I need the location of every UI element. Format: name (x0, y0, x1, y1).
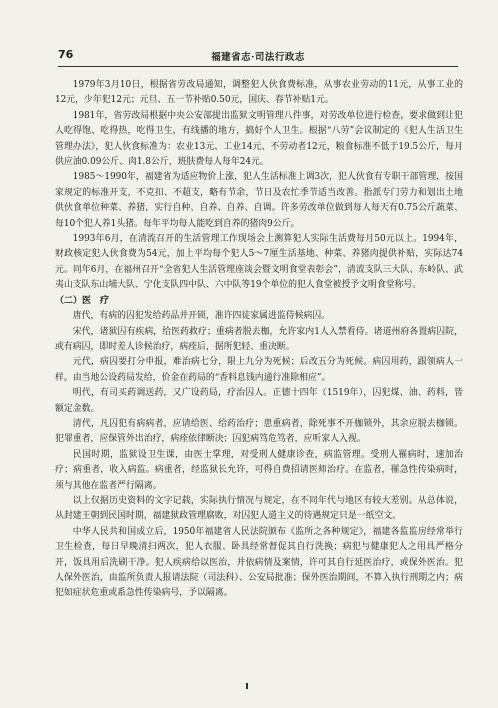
running-title: 福建省志·司法行政志 (211, 52, 305, 63)
paragraph: 1985～1990年，福建省为适应物价上涨，犯人生活标准上调3次，犯人伙食有专职干部管理，按国家规定的标准开支，不克扣、不超支，略有节余，节日及农忙季节适当改善。指派专门劳力和划出土地供伙食单位种菜、养猪，实行自种、自养、自养、自调。许多劳改单位做到每人每天有0.75公斤蔬菜、每10个犯人养1头猪。每年平均每人能吃到自养的猪肉9公斤。 (55, 172, 463, 229)
paragraph: 1993年6月，在清流召开的生活管理工作现场会上测算犯人实际生活费每月50元以上。1994年，财政核定犯人伙食费为54元，加上平均每个犯人5～7厘生活基地、种菜、养猪肉提供补贴，实际达74元。同年6月，在福州召开“全省犯人生活管理座谈会暨文明食堂表彰会”，清流支队三大队、东岭队、武夷山支队东山埔大队、宁化支队四中队、六中队等19个单位的犯人食堂被授予文明食堂称号。 (55, 234, 463, 291)
paragraph: 清代，凡囚犯有病病者，应请给医、给药治疗；患重病者，除死事不开枷锁外，其余应脱去枷锁。犯罪重者，应保管外出治疗，病痊依律断决；囚犯病笃危笃者，应听家人入视。 (55, 418, 463, 445)
section-heading: （二）医 疗 (55, 295, 110, 306)
page-header (58, 48, 458, 67)
paragraph: 元代，病囚要打分申报，难治病七分，限上九分为死候；后改五分为死候。病囚用药，跟领病人一样。由当地公设药局发给，价金在药局的“香料息钱内通行准除相应”。 (55, 357, 463, 383)
body-text (55, 78, 463, 602)
paragraph: 以上仅据历史资料的文字记载，实际执行情况与规定，在不同年代与地区有较大差别。从总体说，从封建王朝到民国时期，福建狱政管理腐败，对囚犯人道主义的待遇规定只是一纸空文。 (55, 495, 463, 522)
page-number: 76 (58, 48, 74, 61)
paragraph: 唐代，有病的囚犯发给药品并开锁，准许四徒家属进监侍候病囚。 (72, 311, 331, 322)
paragraph: 1979年3月10日，根据省劳改局通知，调整犯人伙食费标准，从事农业劳动的11元，从事工业的12元，少年犯12元；元旦、五一节补贴0.50元，国庆、春节补贴1元。 (55, 80, 463, 106)
paragraph: 中华人民共和国成立后，1950年福建省人民法院颁布《监所之各种规定》，福建各监监房经常举行卫生检查，每日早晚清扫两次，犯人衣服、卧具经常督促其自行洗换；病犯与健康犯人之用具严格分开，饭具用后洗刷干净。犯人疾病给以医治，并依病情及案情，许可其自行延医治疗，或保外医治。犯人保外医治，由监所负责人报请法院（司法科）、公安局批准；保外医治期间，不算入执行刑期之内；病犯如症状危重或系急性传染病号，予以隔离。 (55, 526, 463, 599)
paragraph: 1981年，省劳改局根据中央公安部提出监狱文明管理八件事，对劳改单位进行检查，要求做到让犯人吃得饱、吃得热，吃得卫生，有线播的地方，搞好个人卫生。根据“八劳”会议制定的《犯人生活卫生管理办法》，犯人伙食标准为：农业13元、工业14元、不劳动者12元，粮食标准不低于19.5公斤，每月供应油0.09公斤、肉1.8公斤，班肤费每人每年24元。 (55, 110, 463, 168)
paragraph: 宋代，诸狱囚有疾病，给医药救疗；重病者脱去枷，允许家内1人入禁看侍。诸道州府各置病囚院，或有病囚，即时差人诊候治疗，病痊后，据所犯轻、重决断。 (55, 326, 463, 352)
footer-mark (246, 683, 248, 689)
paragraph: 明代，有司买药调送药，又广设药局，疗治囚人。正德十四年（1519年），囚犯煤、油、药料，皆额定金数。 (55, 388, 463, 414)
paragraph: 民国时期，监狱设卫生课，由医士掌理，对受刑人健康诊查，病监管理。受刑人罹病时，速加治疗；病重者，收入病监。病重者，经监狱长允许，可得自费招请医师治疗。在监者，罹急性传染病时，须与其他在监者严行隔离。 (55, 449, 463, 491)
